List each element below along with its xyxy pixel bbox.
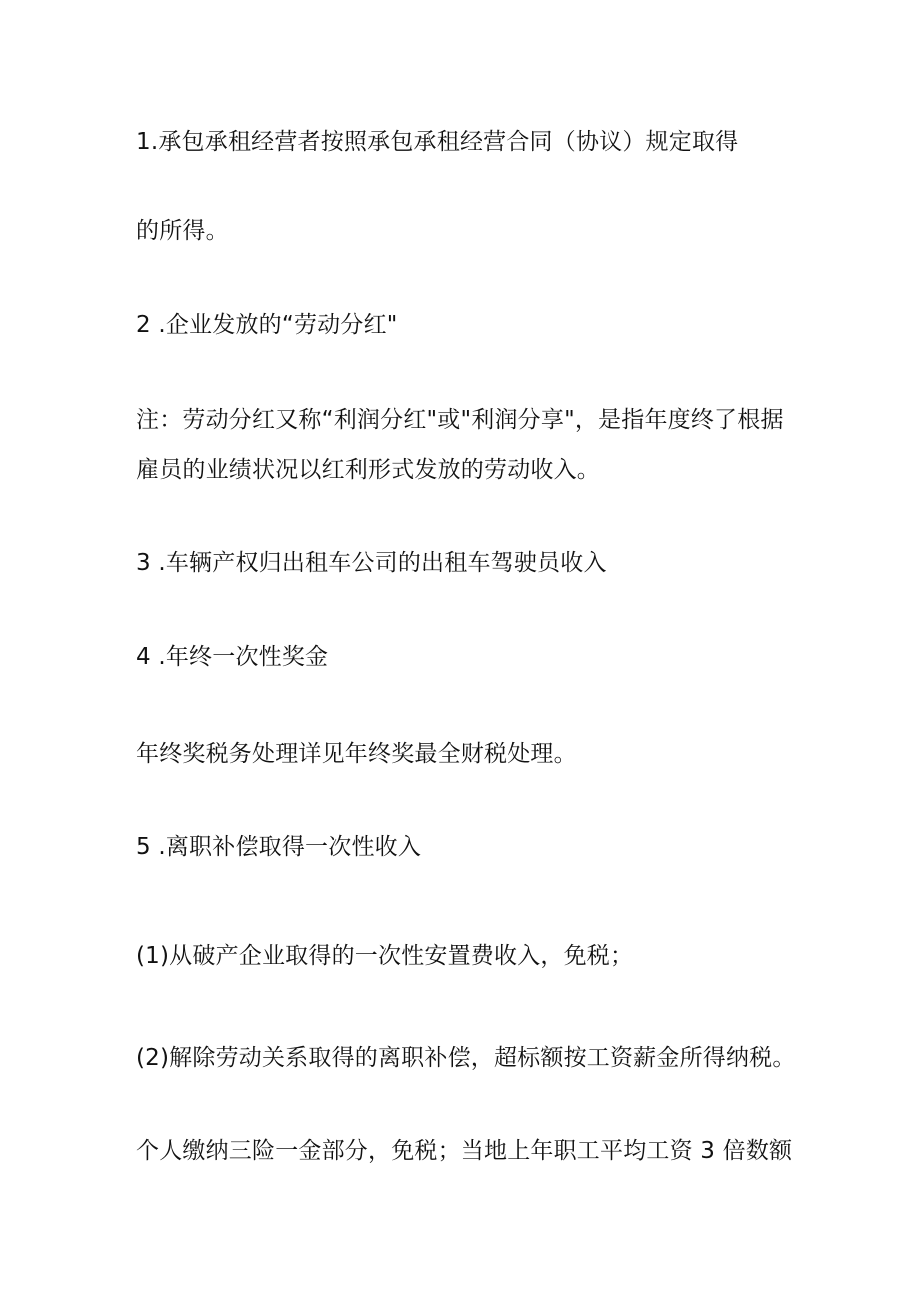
note-line-1: 注：劳动分红又称“利润分红"或"利润分享"，是指年度终了根据 — [136, 407, 784, 433]
item-4-heading: 4 .年终一次性奖金 — [136, 644, 329, 670]
exemption-line: 个人缴纳三险一金部分，免税；当地上年职工平均工资 3 倍数额 — [136, 1138, 793, 1164]
item-1-line-1: 1.承包承租经营者按照承包承租经营合同（协议）规定取得 — [136, 129, 739, 155]
item-5-heading: 5 .离职补偿取得一次性收入 — [136, 834, 422, 860]
item-1-line-2: 的所得。 — [136, 218, 229, 244]
item-5-subpoint-2: (2)解除劳动关系取得的离职补偿，超标额按工资薪金所得纳税。 — [136, 1045, 796, 1071]
note-line-2: 雇员的业绩状况以红利形式发放的劳动收入。 — [136, 457, 600, 483]
item-3-heading: 3 .车辆产权归出租车公司的出租车驾驶员收入 — [136, 550, 607, 576]
year-end-bonus-note: 年终奖税务处理详见年终奖最全财税处理。 — [136, 741, 577, 767]
item-2-heading: 2 .企业发放的“劳动分红" — [136, 312, 398, 338]
item-5-subpoint-1: (1)从破产企业取得的一次性安置费收入，免税； — [136, 943, 634, 969]
